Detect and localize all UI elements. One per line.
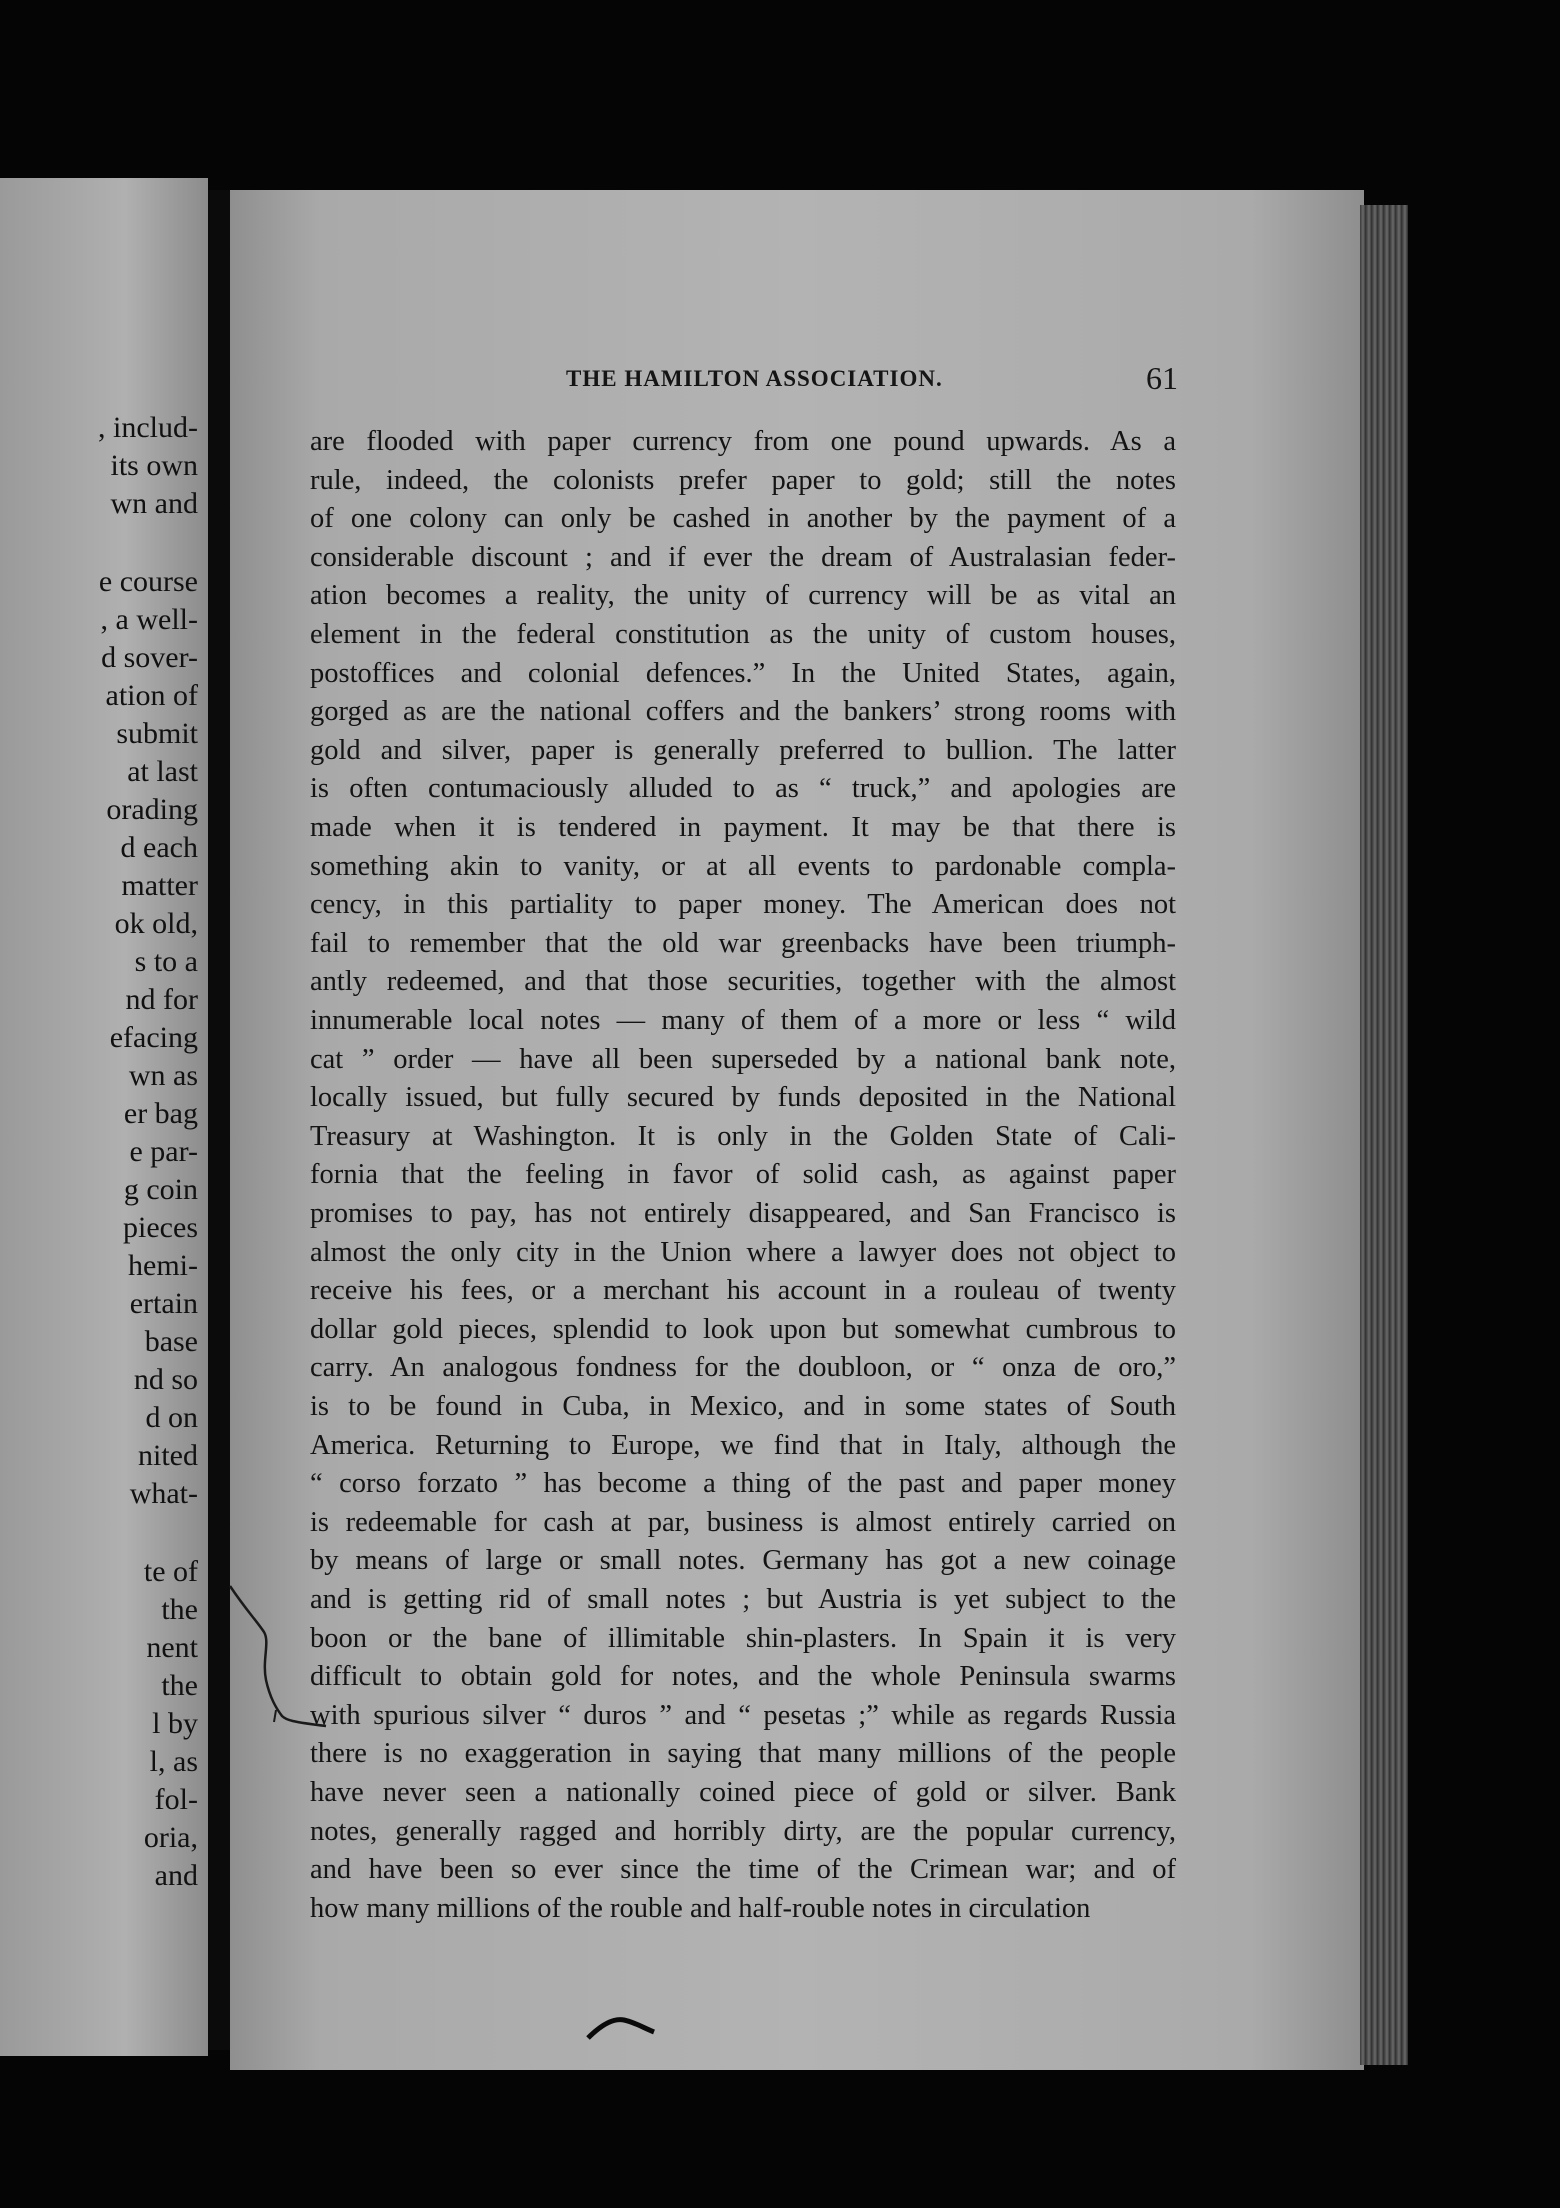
text-line: cat ” order — have all been superseded by a national bank note, bbox=[310, 1043, 1176, 1075]
left-page-line-fragment: wn and bbox=[110, 487, 198, 520]
text-line: antly redeemed, and that those securities, together with the almost bbox=[310, 966, 1176, 998]
handwritten-caret-mark bbox=[584, 2012, 664, 2042]
text-line: “ corso forzato ” has become a thing of the past and paper money bbox=[310, 1468, 1176, 1500]
text-line: is to be found in Cuba, in Mexico, and in some states of South bbox=[310, 1391, 1176, 1422]
text-line: made when it is tendered in payment. It may be that there is bbox=[310, 812, 1176, 843]
text-line: by means of large or small notes. Germany has got a new coinage bbox=[310, 1545, 1176, 1577]
text-line: almost the only city in the Union where a lawyer does not object to bbox=[310, 1236, 1176, 1268]
book-gutter bbox=[208, 190, 232, 2050]
left-page-line-fragment: base bbox=[144, 1325, 198, 1358]
left-page-line-fragment: d on bbox=[145, 1401, 198, 1434]
left-page-line-fragment: and bbox=[154, 1859, 198, 1892]
text-line: is often contumaciously alluded to as “ truck,” and apologies are bbox=[310, 773, 1176, 805]
left-page-line-fragment: submit bbox=[116, 717, 198, 750]
text-line: notes, generally ragged and horribly dirty, are the popular currency, bbox=[310, 1815, 1176, 1847]
text-line: something akin to vanity, or at all events to pardonable compla- bbox=[310, 850, 1176, 882]
left-page-line-fragment: the bbox=[161, 1593, 198, 1626]
left-page-line-fragment: te of bbox=[143, 1555, 198, 1588]
left-page-line-fragment: er bag bbox=[123, 1097, 198, 1130]
left-page-line-fragment: at last bbox=[127, 755, 198, 788]
text-line: with spurious silver “ duros ” and “ pesetas ;” while as regards Russia bbox=[310, 1699, 1176, 1731]
left-page-line-fragment: what- bbox=[129, 1477, 198, 1510]
left-page-line-fragment: l by bbox=[152, 1707, 198, 1740]
text-line: America. Returning to Europe, we find that in Italy, although the bbox=[310, 1429, 1176, 1461]
left-page-line-fragment: ertain bbox=[129, 1287, 198, 1320]
left-page-line-fragment: ation of bbox=[105, 679, 198, 712]
left-page-line-fragment: orading bbox=[106, 793, 198, 826]
text-line: gold and silver, paper is generally preferred to bullion. The latter bbox=[310, 734, 1176, 766]
left-page-line-fragment: nent bbox=[146, 1631, 198, 1664]
text-line: considerable discount ; and if ever the dream of Australasian feder- bbox=[310, 541, 1176, 573]
text-line: have never seen a nationally coined piece of gold or silver. Bank bbox=[310, 1777, 1176, 1808]
left-page-line-fragment: d each bbox=[120, 831, 198, 864]
text-line: promises to pay, has not entirely disappeared, and San Francisco is bbox=[310, 1198, 1176, 1229]
left-page-fragment bbox=[0, 178, 208, 2056]
left-page-line-fragment: its own bbox=[110, 449, 198, 482]
left-page-line-fragment: matter bbox=[121, 869, 198, 902]
left-page-line-fragment: , a well- bbox=[100, 603, 198, 636]
left-page-line-fragment: wn as bbox=[128, 1059, 198, 1092]
left-page-line-fragment: fol- bbox=[154, 1783, 198, 1816]
left-page-line-fragment: nd so bbox=[133, 1363, 198, 1396]
page-edge-stack bbox=[1360, 205, 1408, 2065]
text-line: fornia that the feeling in favor of solid cash, as against paper bbox=[310, 1159, 1176, 1191]
running-head: THE HAMILTON ASSOCIATION. bbox=[566, 366, 943, 391]
text-line: how many millions of the rouble and half-rouble notes in circulation bbox=[310, 1892, 1091, 1924]
text-line: cency, in this partiality to paper money. The American does not bbox=[310, 889, 1176, 921]
text-line: locally issued, but fully secured by funds deposited in the National bbox=[310, 1082, 1176, 1114]
text-line: dollar gold pieces, splendid to look upon but somewhat cumbrous to bbox=[310, 1313, 1176, 1345]
text-line: of one colony can only be cashed in another by the payment of a bbox=[310, 503, 1176, 535]
text-line: gorged as are the national coffers and the bankers’ strong rooms with bbox=[310, 696, 1176, 728]
text-line: boon or the bane of illimitable shin-plasters. In Spain it is very bbox=[310, 1622, 1176, 1654]
text-line: rule, indeed, the colonists prefer paper to gold; still the notes bbox=[310, 464, 1176, 496]
left-page-line-fragment: efacing bbox=[109, 1021, 198, 1054]
text-line: innumerable local notes — many of them of a more or less “ wild bbox=[310, 1005, 1176, 1036]
left-page-line-fragment: hemi- bbox=[128, 1249, 198, 1282]
text-line: carry. An analogous fondness for the doubloon, or “ onza de oro,” bbox=[310, 1352, 1176, 1384]
text-line: ation becomes a reality, the unity of currency will be as vital an bbox=[310, 580, 1176, 612]
left-page-line-fragment: l, as bbox=[149, 1745, 198, 1778]
left-page-line-fragment: e par- bbox=[129, 1135, 198, 1168]
left-page-line-fragment: oria, bbox=[143, 1821, 198, 1854]
left-page-line-fragment: ok old, bbox=[114, 907, 198, 940]
text-line: there is no exaggeration in saying that many millions of the people bbox=[310, 1738, 1176, 1770]
left-page-line-fragment: e course bbox=[98, 565, 198, 598]
left-page-line-fragment: s to a bbox=[134, 945, 198, 978]
left-page-line-fragment: nd for bbox=[125, 983, 198, 1016]
text-line: Treasury at Washington. It is only in the Golden State of Cali- bbox=[310, 1120, 1176, 1152]
text-line: is redeemable for cash at par, business is almost entirely carried on bbox=[310, 1506, 1176, 1538]
text-line: and have been so ever since the time of the Crimean war; and of bbox=[310, 1854, 1176, 1886]
left-page-line-fragment: the bbox=[161, 1669, 198, 1702]
left-page-line-fragment: pieces bbox=[123, 1211, 198, 1244]
text-line: difficult to obtain gold for notes, and the whole Peninsula swarms bbox=[310, 1661, 1176, 1693]
text-line: receive his fees, or a merchant his account in a rouleau of twenty bbox=[310, 1275, 1176, 1307]
left-page-line-fragment: nited bbox=[138, 1439, 198, 1472]
left-page-line-fragment: , includ- bbox=[98, 411, 198, 444]
handwritten-margin-bracket bbox=[226, 1580, 336, 1740]
text-line: postoffices and colonial defences.” In the United States, again, bbox=[310, 657, 1176, 689]
text-line: element in the federal constitution as the unity of custom houses, bbox=[310, 619, 1176, 650]
left-page-line-fragment: d sover- bbox=[101, 641, 198, 674]
text-line: are flooded with paper currency from one pound upwards. As a bbox=[310, 426, 1176, 457]
text-line: fail to remember that the old war greenbacks have been triumph- bbox=[310, 927, 1176, 959]
text-line: and is getting rid of small notes ; but Austria is yet subject to the bbox=[310, 1584, 1176, 1615]
left-page-line-fragment: g coin bbox=[123, 1173, 198, 1206]
page-number: 61 bbox=[1146, 360, 1178, 396]
